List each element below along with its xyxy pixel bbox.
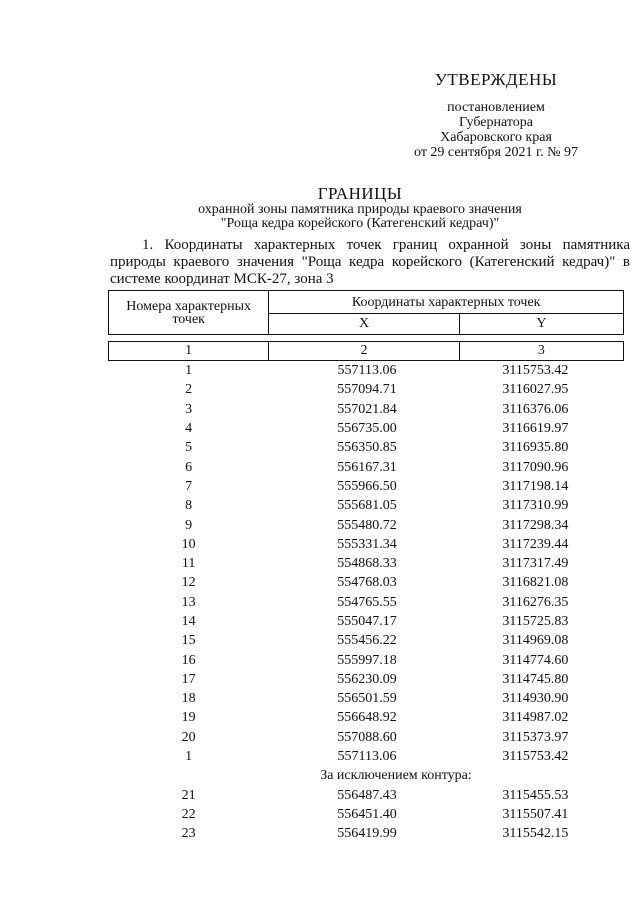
- approval-block: [396, 70, 596, 160]
- coord-x: 556501.59: [337, 691, 397, 707]
- point-number: 22: [181, 806, 196, 822]
- table-row: [109, 457, 624, 476]
- column-index: 2: [269, 342, 459, 361]
- coord-y: 3117090.96: [502, 459, 569, 475]
- coord-x: 556648.92: [337, 710, 397, 726]
- table-row: [109, 689, 624, 708]
- table-row: [109, 438, 624, 457]
- coord-y: 3116027.95: [502, 382, 569, 398]
- coord-y: 3116821.08: [502, 575, 569, 591]
- table-row: [109, 515, 624, 534]
- point-number: 18: [181, 691, 196, 707]
- coord-y: 3117198.14: [502, 478, 569, 494]
- coord-x: 555681.05: [337, 498, 397, 514]
- table-row: [109, 670, 624, 689]
- point-number: 5: [185, 440, 193, 456]
- table-row: [109, 650, 624, 669]
- point-number: 23: [181, 826, 196, 842]
- header-coordinates: Координаты характерных точек: [269, 291, 624, 314]
- exclusion-row: [109, 766, 624, 785]
- table-row: [109, 805, 624, 824]
- coord-x: 555456.22: [337, 633, 397, 649]
- coord-y: 3115725.83: [502, 614, 569, 629]
- table-row: [109, 535, 624, 554]
- point-number: 4: [185, 421, 193, 437]
- coord-x: 555331.34: [337, 536, 397, 552]
- coord-y: 3115753.42: [502, 749, 569, 765]
- table-row: [109, 361, 624, 381]
- intro-paragraph: [110, 237, 630, 288]
- header-x: X: [269, 314, 459, 335]
- point-number: 15: [181, 633, 196, 649]
- title-line-1: охранной зоны памятника природы краевого значения: [198, 202, 522, 217]
- coordinates-body: [109, 361, 624, 844]
- coord-y: 3114930.90: [502, 691, 569, 707]
- title-main: ГРАНИЦЫ: [317, 184, 403, 203]
- approval-line: Губернатора: [458, 115, 534, 130]
- header-y: Y: [459, 314, 623, 335]
- coord-y: 3116276.35: [502, 594, 569, 610]
- table-row: [109, 400, 624, 419]
- coord-y: 3116935.80: [502, 440, 569, 456]
- coord-y: 3117239.44: [502, 536, 569, 552]
- table-row: [109, 573, 624, 592]
- point-number: 19: [181, 710, 196, 726]
- point-number: 16: [181, 652, 196, 668]
- coord-x: 557021.84: [337, 401, 397, 417]
- table-row: [109, 631, 624, 650]
- column-index: 1: [109, 342, 269, 361]
- table-row: [109, 786, 624, 805]
- table-row: [109, 380, 624, 399]
- approval-line: Хабаровского края: [440, 130, 552, 145]
- point-number: 20: [181, 729, 196, 745]
- point-number: 14: [181, 614, 196, 629]
- coord-x: 556487.43: [337, 787, 397, 803]
- approval-date-line: от 29 сентября 2021 г. № 97: [414, 145, 578, 160]
- point-number: 12: [181, 575, 196, 591]
- coord-y: 3115542.15: [502, 826, 569, 842]
- coord-x: 555966.50: [337, 478, 397, 494]
- table-row: [109, 747, 624, 766]
- point-number: 1: [185, 363, 193, 379]
- approval-line: постановлением: [447, 100, 545, 115]
- coord-x: 557113.06: [337, 749, 397, 765]
- coord-y: 3114745.80: [502, 671, 569, 687]
- title-line-2: "Роща кедра корейского (Категенский кедрач)": [220, 216, 500, 231]
- coord-x: 556735.00: [337, 421, 397, 437]
- point-number: 21: [181, 787, 196, 803]
- point-number: 6: [185, 459, 193, 475]
- coord-y: 3115373.97: [502, 729, 569, 745]
- approval-heading: УТВЕРЖДЕНЫ: [434, 70, 558, 89]
- coord-x: 556419.99: [337, 826, 397, 842]
- coord-y: 3115455.53: [502, 787, 569, 803]
- exclusion-label: За исключением контура:: [320, 768, 472, 784]
- header-point-numbers: Номера характерных точек: [109, 291, 269, 335]
- coord-y: 3115507.41: [502, 806, 569, 822]
- coord-x: 555480.72: [337, 517, 397, 533]
- table-row: [109, 496, 624, 515]
- coord-y: 3115753.42: [502, 363, 569, 379]
- point-number: 13: [181, 594, 196, 610]
- table-row: [109, 708, 624, 727]
- coord-x: 556230.09: [337, 671, 397, 687]
- coord-x: 556350.85: [337, 440, 397, 456]
- point-number: 3: [185, 401, 193, 417]
- coord-y: 3116376.06: [502, 401, 569, 417]
- coordinates-table: [108, 290, 624, 843]
- table-row: [109, 728, 624, 747]
- table-row: [109, 612, 624, 631]
- table-row: [109, 477, 624, 496]
- table-row: [109, 419, 624, 438]
- table-row: [109, 593, 624, 612]
- point-number: 7: [185, 478, 193, 494]
- point-number: 17: [181, 671, 196, 687]
- point-number: 10: [181, 536, 196, 552]
- coord-x: 555997.18: [337, 652, 397, 668]
- point-number: 9: [185, 517, 193, 533]
- coord-x: 556451.40: [337, 806, 397, 822]
- coord-y: 3114774.60: [502, 652, 569, 668]
- table-row: [109, 824, 624, 843]
- point-number: 8: [185, 498, 193, 514]
- coord-x: 557113.06: [337, 363, 397, 379]
- coord-x: 554765.55: [337, 594, 397, 610]
- coord-y: 3114987.02: [502, 710, 569, 726]
- coord-y: 3114969.08: [502, 633, 569, 649]
- coord-y: 3117310.99: [502, 498, 569, 514]
- coord-x: 554868.33: [337, 556, 397, 572]
- coord-x: 557094.71: [337, 382, 397, 398]
- coord-y: 3117298.34: [502, 517, 569, 533]
- column-index: 3: [459, 342, 623, 361]
- coord-x: 555047.17: [337, 614, 397, 629]
- point-number: 1: [185, 749, 193, 765]
- coord-y: 3116619.97: [502, 421, 569, 437]
- point-number: 2: [185, 382, 193, 398]
- coord-x: 556167.31: [337, 459, 397, 475]
- coord-x: 554768.03: [337, 575, 397, 591]
- coord-y: 3117317.49: [502, 556, 569, 572]
- table-row: [109, 554, 624, 573]
- document-title: [90, 185, 630, 231]
- intro-text: 1. Координаты характерных точек границ охранной зоны памятника природы краевого значения "Роща кедра корейского (Категенский кедрач)" в системе координат МСК-27, зона 3: [110, 237, 630, 287]
- point-number: 11: [181, 556, 196, 572]
- coord-x: 557088.60: [337, 729, 397, 745]
